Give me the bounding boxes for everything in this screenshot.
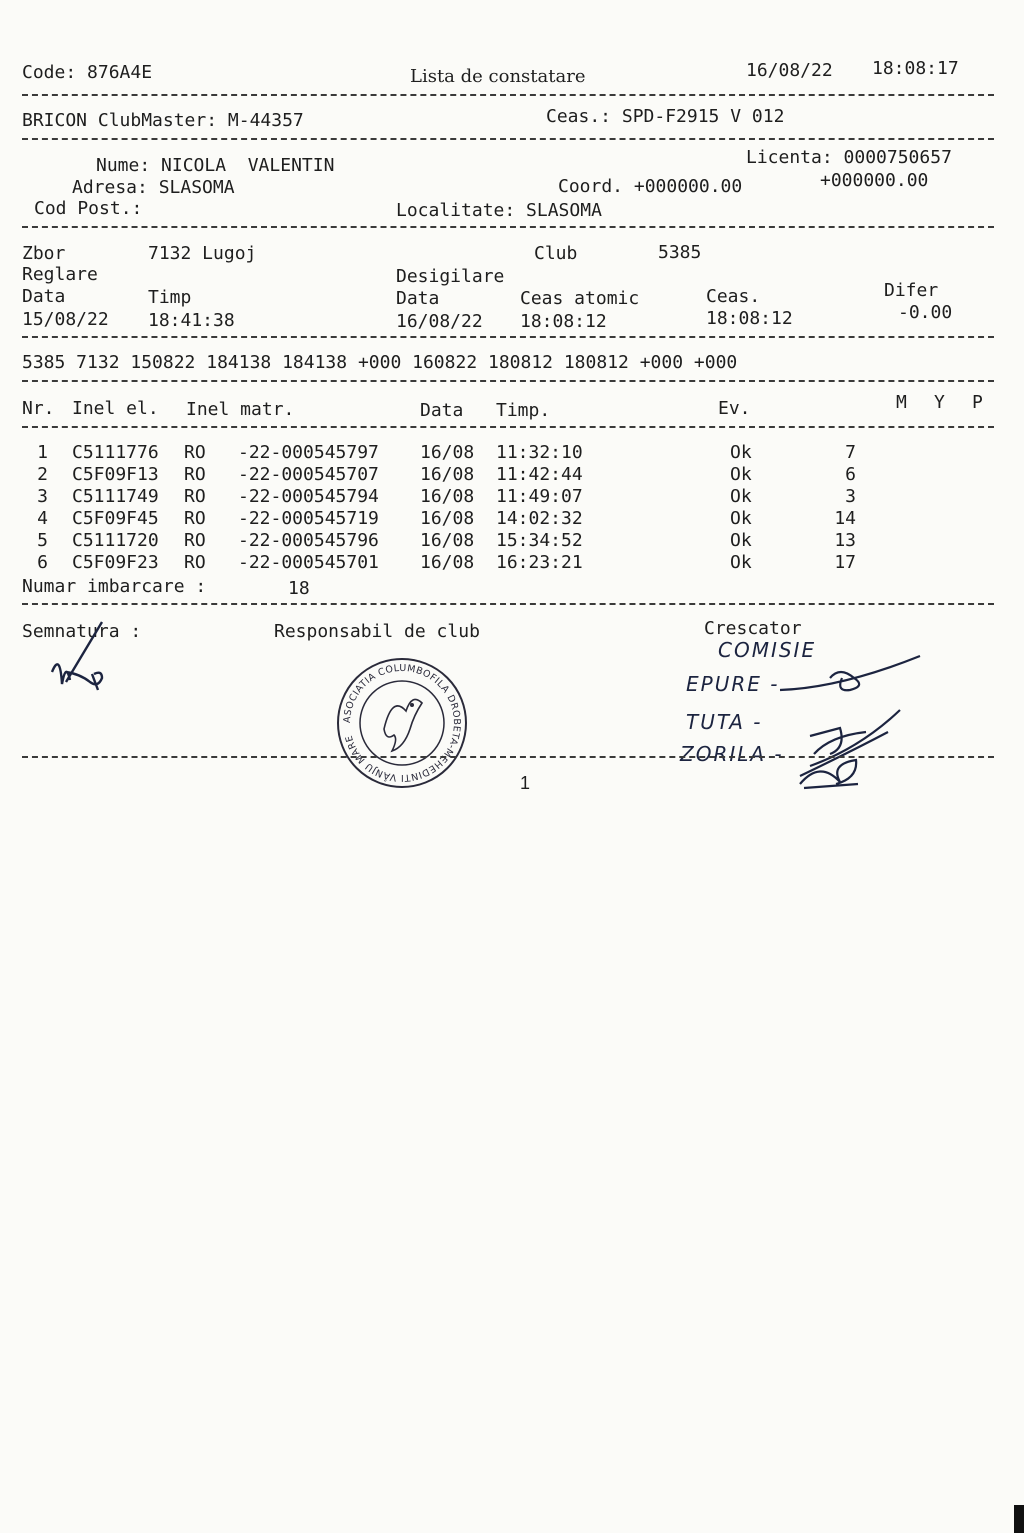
- owner-address: Adresa: SLASOMA: [72, 177, 235, 198]
- table-row: [0, 508, 1000, 530]
- cell-nr: 1: [37, 442, 48, 463]
- desigilare-label: Desigilare: [396, 266, 505, 287]
- col-timp: Timp: [148, 287, 192, 308]
- th-p: P: [972, 392, 983, 413]
- cell-pos: 3: [845, 486, 856, 507]
- handwritten-tuta: TUTA -: [686, 710, 763, 734]
- owner-locality: Localitate: SLASOMA: [396, 200, 602, 221]
- col-data-2: Data: [396, 288, 440, 309]
- th-data: Data: [420, 400, 464, 421]
- cell-cc: RO: [184, 530, 206, 551]
- cell-pos: 7: [845, 442, 856, 463]
- cell-matr: -22-000545794: [238, 486, 379, 507]
- handwritten-epure: EPURE -: [686, 672, 780, 696]
- cell-cc: RO: [184, 508, 206, 529]
- table-row: [0, 464, 1000, 486]
- th-timp: Timp.: [496, 400, 551, 421]
- cell-matr: -22-000545796: [238, 530, 379, 551]
- table-row: [0, 552, 1000, 574]
- cell-ev: Ok: [730, 508, 752, 529]
- cell-matr: -22-000545701: [238, 552, 379, 573]
- boarding-label: Numar imbarcare :: [22, 576, 207, 597]
- cell-data: 16/08: [420, 442, 475, 463]
- responsabil-label: Responsabil de club: [274, 621, 480, 642]
- cell-nr: 3: [37, 486, 48, 507]
- zbor-value: 7132 Lugoj: [148, 243, 257, 264]
- cell-el: C5111776: [72, 442, 159, 463]
- handwritten-zorila: ZORILA -: [680, 742, 784, 766]
- th-nr: Nr.: [22, 398, 55, 419]
- th-y: Y: [934, 392, 945, 413]
- semnatura-label: Semnatura :: [22, 621, 142, 642]
- cell-el: C5F09F23: [72, 552, 159, 573]
- cell-timp: 14:02:32: [496, 508, 583, 529]
- cell-el: C5F09F13: [72, 464, 159, 485]
- divider: [22, 380, 994, 382]
- divider: [22, 426, 994, 428]
- th-inel-matr: Inel matr.: [186, 399, 295, 420]
- boarding-value: 18: [288, 578, 310, 599]
- col-ceas: Ceas.: [706, 286, 761, 307]
- divider: [22, 756, 994, 758]
- cell-data: 16/08: [420, 464, 475, 485]
- club-value: 5385: [658, 242, 702, 263]
- document-code: Code: 876A4E: [22, 62, 153, 83]
- cell-timp: 11:49:07: [496, 486, 583, 507]
- zbor-label: Zbor: [22, 243, 66, 264]
- divider: [22, 138, 994, 140]
- page-title: Lista de constatare: [410, 66, 586, 87]
- clock-id: Ceas.: SPD-F2915 V 012: [546, 106, 785, 127]
- table-row: [0, 442, 1000, 464]
- cell-el: C5111749: [72, 486, 159, 507]
- clubmaster-id: BRICON ClubMaster: M-44357: [22, 110, 304, 131]
- cell-el: C5F09F45: [72, 508, 159, 529]
- cell-cc: RO: [184, 464, 206, 485]
- cell-timp: 11:42:44: [496, 464, 583, 485]
- cell-ev: Ok: [730, 464, 752, 485]
- table-row: [0, 486, 1000, 508]
- reglare-timp: 18:41:38: [148, 310, 235, 331]
- cell-pos: 6: [845, 464, 856, 485]
- table-row: [0, 530, 1000, 552]
- reglare-data: 15/08/22: [22, 309, 109, 330]
- reglare-label: Reglare: [22, 264, 98, 285]
- svg-text:ASOCIATIA COLUMBOFILA DROBETA-: ASOCIATIA COLUMBOFILA DROBETA-MEHEDINTI VÂNJU MARE: [341, 662, 463, 784]
- cell-data: 16/08: [420, 530, 475, 551]
- owner-name: Nume: NICOLA VALENTIN: [96, 155, 335, 176]
- scan-edge: [1014, 1505, 1024, 1533]
- divider: [22, 336, 994, 338]
- cell-pos: 17: [834, 552, 856, 573]
- cell-timp: 15:34:52: [496, 530, 583, 551]
- club-label: Club: [534, 243, 578, 264]
- print-time: 18:08:17: [872, 58, 959, 79]
- cell-matr: -22-000545719: [238, 508, 379, 529]
- desigilare-data: 16/08/22: [396, 311, 483, 332]
- cell-nr: 5: [37, 530, 48, 551]
- cell-pos: 14: [834, 508, 856, 529]
- cell-data: 16/08: [420, 508, 475, 529]
- cell-data: 16/08: [420, 552, 475, 573]
- owner-coord: Coord. +000000.00: [558, 176, 743, 197]
- divider: [22, 94, 994, 96]
- cell-cc: RO: [184, 486, 206, 507]
- divider: [22, 603, 994, 605]
- cell-cc: RO: [184, 552, 206, 573]
- handwritten-signature: [40, 612, 140, 702]
- cell-ev: Ok: [730, 530, 752, 551]
- cell-matr: -22-000545707: [238, 464, 379, 485]
- cell-timp: 16:23:21: [496, 552, 583, 573]
- desigilare-ceas: 18:08:12: [706, 308, 793, 329]
- cell-ev: Ok: [730, 486, 752, 507]
- col-difer: Difer: [884, 280, 939, 301]
- cell-cc: RO: [184, 442, 206, 463]
- commission-signatures: [770, 648, 930, 798]
- club-stamp: [334, 655, 470, 791]
- cell-ev: Ok: [730, 442, 752, 463]
- cell-matr: -22-000545797: [238, 442, 379, 463]
- cell-data: 16/08: [420, 486, 475, 507]
- cell-timp: 11:32:10: [496, 442, 583, 463]
- th-ev: Ev.: [718, 398, 751, 419]
- owner-postal: Cod Post.:: [34, 198, 143, 219]
- divider: [22, 226, 994, 228]
- cell-pos: 13: [834, 530, 856, 551]
- cell-el: C5111720: [72, 530, 159, 551]
- cell-nr: 6: [37, 552, 48, 573]
- print-date: 16/08/22: [746, 60, 833, 81]
- page-number: 1: [520, 773, 531, 793]
- owner-coord2: +000000.00: [820, 170, 929, 191]
- encoded-line: 5385 7132 150822 184138 184138 +000 160822 180812 180812 +000 +000: [22, 352, 738, 373]
- difer-value: -0.00: [898, 302, 953, 323]
- th-inel-el: Inel el.: [72, 398, 159, 419]
- cell-ev: Ok: [730, 552, 752, 573]
- col-data-1: Data: [22, 286, 66, 307]
- cell-nr: 2: [37, 464, 48, 485]
- cell-nr: 4: [37, 508, 48, 529]
- desigilare-atomic: 18:08:12: [520, 311, 607, 332]
- owner-license: Licenta: 0000750657: [746, 147, 952, 168]
- handwritten-comisie: COMISIE: [718, 638, 817, 662]
- col-ceas-atomic: Ceas atomic: [520, 288, 640, 309]
- th-m: M: [896, 392, 907, 413]
- crescator-label: Crescator: [704, 618, 802, 639]
